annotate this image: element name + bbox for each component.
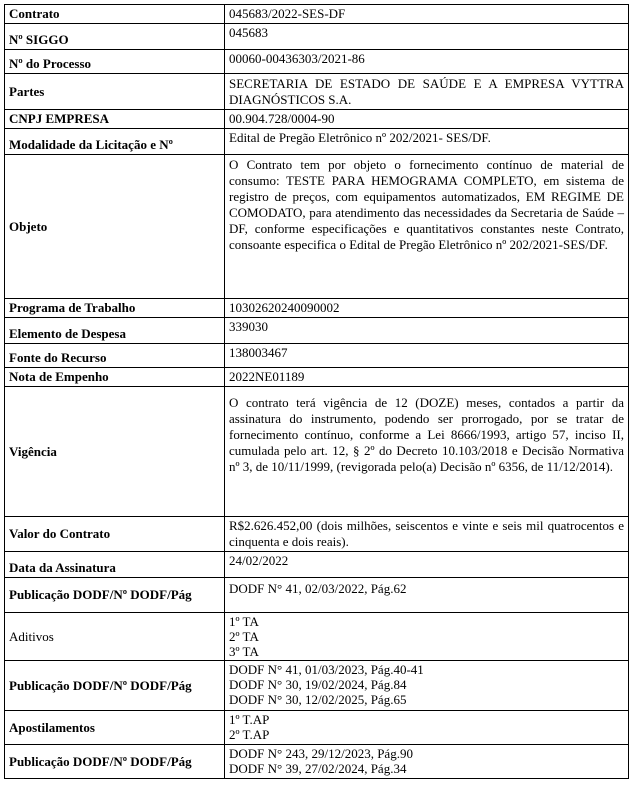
value-siggo: 045683 bbox=[225, 24, 629, 50]
label-programa: Programa de Trabalho bbox=[5, 299, 225, 318]
publicacao-item: DODF N° 243, 29/12/2023, Pág.90 bbox=[229, 746, 413, 761]
value-publicacao-1: DODF N° 41, 02/03/2022, Pág.62 bbox=[225, 578, 629, 613]
publicacao-item: DODF N° 30, 12/02/2025, Pág.65 bbox=[229, 692, 407, 707]
row-valor bbox=[5, 517, 629, 552]
label-objeto: Objeto bbox=[5, 155, 225, 299]
apostilamento-item: 2º T.AP bbox=[229, 727, 270, 742]
label-contrato: Contrato bbox=[5, 5, 225, 24]
label-apostilamentos: Apostilamentos bbox=[5, 711, 225, 745]
row-objeto bbox=[5, 155, 629, 299]
value-publicacao-3 bbox=[225, 745, 629, 779]
value-apostilamentos bbox=[225, 711, 629, 745]
row-programa bbox=[5, 299, 629, 318]
contract-table bbox=[4, 4, 629, 779]
label-assinatura: Data da Assinatura bbox=[5, 552, 225, 578]
row-vigencia bbox=[5, 387, 629, 517]
label-elemento: Elemento de Despesa bbox=[5, 318, 225, 344]
value-publicacao-2 bbox=[225, 661, 629, 711]
row-publicacao-3 bbox=[5, 745, 629, 779]
value-empenho: 2022NE01189 bbox=[225, 368, 629, 387]
label-empenho: Nota de Empenho bbox=[5, 368, 225, 387]
value-contrato: 045683/2022-SES-DF bbox=[225, 5, 629, 24]
row-partes bbox=[5, 74, 629, 110]
row-siggo bbox=[5, 24, 629, 50]
row-processo bbox=[5, 50, 629, 74]
label-valor: Valor do Contrato bbox=[5, 517, 225, 552]
value-fonte: 138003467 bbox=[225, 344, 629, 368]
value-objeto: O Contrato tem por objeto o fornecimento contínuo de material de consumo: TESTE PARA HEMOGRAMA COMPLETO, em sistema de registro de preços, com equipamentos automatizados, EM REGIME DE COMODATO, para atendimento das necessidades da Secretaria de Saúde – DF, conforme especificações e quantitativos constantes neste Contrato, consoante especifica o Edital de Pregão Eletrônico nº 202/2021-SES/DF. bbox=[225, 155, 629, 299]
label-aditivos: Aditivos bbox=[5, 613, 225, 661]
aditivo-item: 1º TA bbox=[229, 614, 259, 629]
label-vigencia: Vigência bbox=[5, 387, 225, 517]
value-aditivos bbox=[225, 613, 629, 661]
label-cnpj: CNPJ EMPRESA bbox=[5, 110, 225, 129]
apostilamento-item: 1º T.AP bbox=[229, 712, 270, 727]
label-siggo: Nº SIGGO bbox=[5, 24, 225, 50]
row-publicacao-2 bbox=[5, 661, 629, 711]
row-contrato bbox=[5, 5, 629, 24]
row-apostilamentos bbox=[5, 711, 629, 745]
label-publicacao-3: Publicação DODF/Nº DODF/Pág bbox=[5, 745, 225, 779]
label-modalidade: Modalidade da Licitação e Nº bbox=[5, 129, 225, 155]
value-programa: 10302620240090002 bbox=[225, 299, 629, 318]
label-processo: Nº do Processo bbox=[5, 50, 225, 74]
value-assinatura: 24/02/2022 bbox=[225, 552, 629, 578]
value-elemento: 339030 bbox=[225, 318, 629, 344]
row-fonte bbox=[5, 344, 629, 368]
label-partes: Partes bbox=[5, 74, 225, 110]
aditivo-item: 3º TA bbox=[229, 644, 259, 659]
label-fonte: Fonte do Recurso bbox=[5, 344, 225, 368]
value-processo: 00060-00436303/2021-86 bbox=[225, 50, 629, 74]
value-modalidade: Edital de Pregão Eletrônico nº 202/2021- SES/DF. bbox=[225, 129, 629, 155]
value-partes: SECRETARIA DE ESTADO DE SAÚDE E A EMPRESA VYTTRA DIAGNÓSTICOS S.A. bbox=[225, 74, 629, 110]
aditivo-item: 2º TA bbox=[229, 629, 259, 644]
value-vigencia: O contrato terá vigência de 12 (DOZE) meses, contados a partir da assinatura do instrumento, podendo ser prorrogado, por se tratar de fornecimento contínuo, conforme a Lei 8666/1993, artigo 57, inciso II, cumulada pelo art. 12, § 2º do Decreto 10.103/2018 e Decisão Normativa nº 3, de 10/11/1999, (revigorada pelo(a) Decisão nº 6356, de 11/12/2014). bbox=[225, 387, 629, 517]
value-cnpj: 00.904.728/0004-90 bbox=[225, 110, 629, 129]
label-publicacao-2: Publicação DODF/Nº DODF/Pág bbox=[5, 661, 225, 711]
label-publicacao-1: Publicação DODF/Nº DODF/Pág bbox=[5, 578, 225, 613]
row-publicacao-1 bbox=[5, 578, 629, 613]
row-aditivos bbox=[5, 613, 629, 661]
row-empenho bbox=[5, 368, 629, 387]
publicacao-item: DODF N° 41, 01/03/2023, Pág.40-41 bbox=[229, 662, 424, 677]
value-valor: R$2.626.452,00 (dois milhões, seiscentos e vinte e seis mil quatrocentos e cinquenta e dois reais). bbox=[225, 517, 629, 552]
row-assinatura bbox=[5, 552, 629, 578]
row-cnpj bbox=[5, 110, 629, 129]
row-elemento bbox=[5, 318, 629, 344]
publicacao-item: DODF N° 39, 27/02/2024, Pág.34 bbox=[229, 761, 407, 776]
publicacao-item: DODF N° 30, 19/02/2024, Pág.84 bbox=[229, 677, 407, 692]
row-modalidade bbox=[5, 129, 629, 155]
